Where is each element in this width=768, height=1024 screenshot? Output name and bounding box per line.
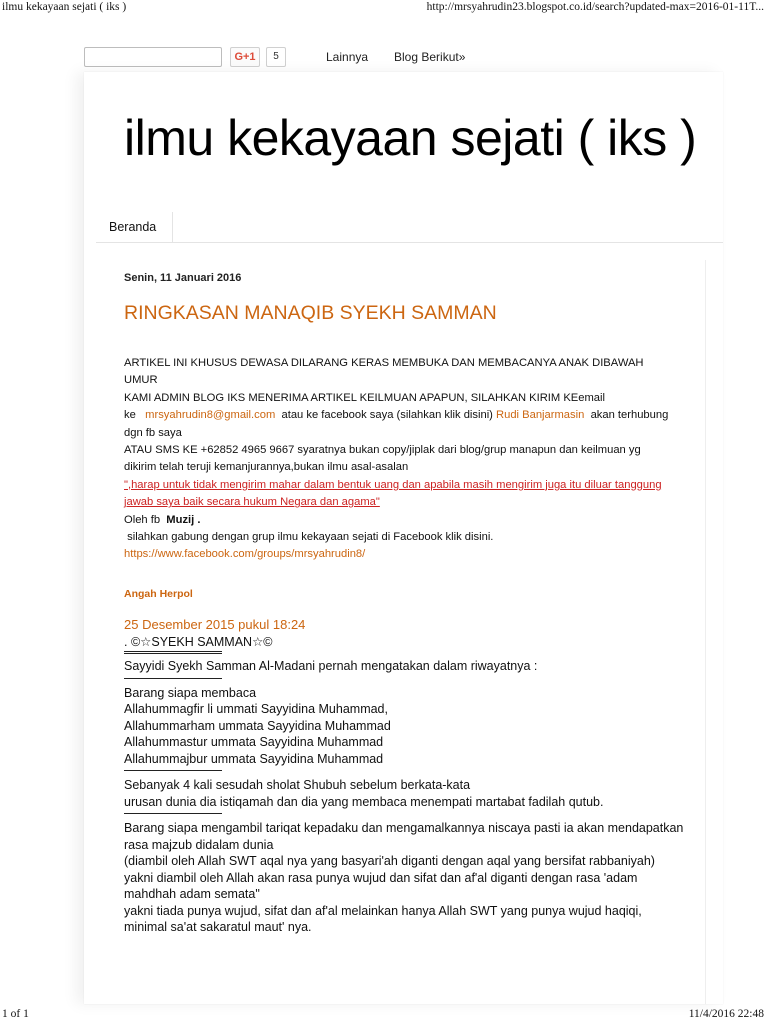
quote-line: Allahummastur ummata Sayyidina Muhammad (124, 735, 384, 749)
quote-line: Sebanyak 4 kali sesudah sholat Shubuh sebelum berkata-kata (124, 778, 471, 792)
print-header-url: http://mrsyahrudin23.blogspot.co.id/search?updated-max=2016-01-11T... (426, 1, 764, 13)
post-date: Senin, 11 Januari 2016 (124, 272, 242, 284)
quote-block (124, 617, 684, 936)
quote-line: yakni tiada punya wujud, sifat dan af'al melainkan hanya Allah SWT yang punya wujud haqiqi, minimal sa'at sakaratul maut' nya. (124, 903, 642, 934)
quote-date[interactable]: 25 Desember 2015 pukul 18:24 (124, 617, 306, 632)
page-tabs (96, 212, 723, 243)
print-footer (0, 1004, 768, 1024)
quote-line: urusan dunia dia istiqamah dan dia yang membaca menempati martabat fadilah qutub. (124, 794, 604, 809)
divider-line (124, 678, 222, 679)
quote-heading: . ©☆SYEKH SAMMAN☆© (124, 634, 273, 649)
divider-line (124, 813, 222, 814)
quote-line: Barang siapa mengambil tariqat kepadaku dan mengamalkannya niscaya pasti ia akan mendapatkan rasa majzub didalam dunia (124, 821, 684, 852)
quote-author[interactable]: Angah Herpol (124, 588, 193, 600)
quote-line: (diambil oleh Allah SWT aqal nya yang basyari'ah diganti dengan aqal yang bersifat rabbaniyah) (124, 854, 655, 868)
navbar-search-input[interactable] (84, 47, 222, 67)
quote-line: yakni diambil oleh Allah akan rasa punya wujud dan sifat dan af'al diganti dengan rasa 'adam mahdhah adam semata" (124, 870, 638, 901)
divider-line (124, 651, 222, 654)
email-link[interactable]: mrsyahrudin8@gmail.com (145, 409, 276, 422)
navbar-more-link[interactable]: Lainnya (326, 50, 369, 64)
google-plus-button[interactable]: G+1 (230, 47, 260, 67)
google-plus-count: 5 (266, 47, 286, 67)
contact-middle: atau ke facebook saya (silahkan klik disini) (281, 409, 493, 422)
oleh-prefix: Oleh fb (124, 513, 161, 526)
navbar-next-blog-link[interactable]: Blog Berikut» (394, 50, 466, 64)
contact-paragraph (124, 407, 669, 442)
group-link[interactable]: https://www.facebook.com/groups/mrsyahrudin8/ (124, 548, 366, 561)
warning-text: ",harap untuk tidak mengirim mahar dalam bentuk uang dan apabila masih mengirim juga itu diluar tanggung jawab saya baik secara hukum Negara dan agama" (124, 478, 662, 509)
notice-line: ARTIKEL INI KHUSUS DEWASA DILARANG KERAS MEMBUKA DAN MEMBACANYA ANAK DIBAWAH UMUR (124, 357, 644, 387)
blog-title[interactable]: ilmu kekayaan sejati ( iks ) (124, 110, 697, 166)
facebook-profile-link[interactable]: Rudi Banjarmasin (496, 409, 585, 422)
sidebar-divider (705, 260, 706, 1004)
print-timestamp: 11/4/2016 22:48 (688, 1008, 764, 1020)
tab-beranda[interactable]: Beranda (96, 212, 173, 242)
post-title[interactable]: RINGKASAN MANAQIB SYEKH SAMMAN (124, 302, 497, 324)
join-text: silahkan gabung dengan grup ilmu kekayaan sejati di Facebook klik disini. (127, 531, 494, 544)
quote-line: Sayyidi Syekh Samman Al-Madani pernah mengatakan dalam riwayatnya : (124, 659, 538, 673)
page-count: 1 of 1 (2, 1008, 29, 1020)
quote-line: Allahummarham ummata Sayyidina Muhammad (124, 718, 391, 733)
divider-line (124, 770, 222, 771)
notice-line: KAMI ADMIN BLOG IKS MENERIMA ARTIKEL KEILMUAN APAPUN, SILAHKAN KIRIM KEemail (124, 391, 605, 404)
oleh-name: Muzij . (166, 513, 201, 526)
quote-line: Allahummajbur ummata Sayyidina Muhammad (124, 751, 384, 766)
quote-line: Barang siapa membaca (124, 685, 257, 700)
sms-paragraph: ATAU SMS KE +62852 4965 9667 syaratnya bukan copy/jiplak dari blog/grup manapun dan keilmuan yg dikirim telah teruji kemanjurannya,bukan ilmu asal-asalan (124, 444, 641, 474)
post-body (124, 355, 669, 564)
oleh-line (124, 512, 669, 529)
print-header (0, 0, 768, 16)
blogger-navbar (80, 44, 723, 72)
join-paragraph (124, 529, 669, 564)
print-header-title: ilmu kekayaan sejati ( iks ) (2, 1, 127, 13)
contact-prefix: ke (124, 409, 136, 422)
quote-line: Allahummagfir li ummati Sayyidina Muhammad, (124, 702, 388, 716)
contact-end: akan terhubung dgn fb saya (124, 409, 669, 439)
